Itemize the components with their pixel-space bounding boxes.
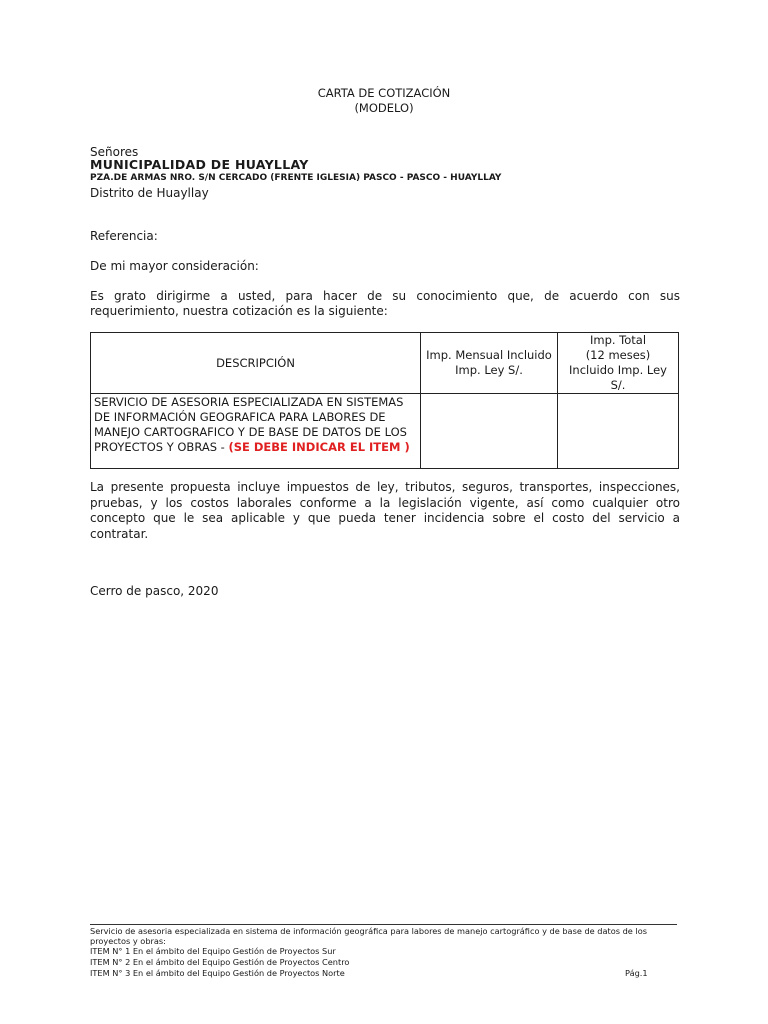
salutation: Señores xyxy=(90,145,139,159)
header-total-line2: (12 meses) xyxy=(585,348,651,362)
recipient-district: Distrito de Huayllay xyxy=(90,186,209,200)
table-row xyxy=(91,394,679,469)
disclaimer-paragraph: La presente propuesta incluye impuestos de ley, tributos, seguros, transportes, inspecciones, pruebas, y los costos laborales conforme a la legislación vigente, así como cualquier otro concepto que le sea aplicable y que pueda tener incidencia sobre el costo del servicio a contratar. xyxy=(90,480,680,541)
footer-item-1: ITEM N° 1 En el ámbito del Equipo Gestión de Proyectos Sur xyxy=(90,946,336,956)
document-title: CARTA DE COTIZACIÓN xyxy=(317,86,451,100)
table-header-row xyxy=(91,333,679,394)
quotation-table xyxy=(90,332,679,469)
footer-divider xyxy=(90,924,677,925)
header-monthly: Imp. Mensual Incluido Imp. Ley S/. xyxy=(421,333,558,394)
row-description xyxy=(91,394,421,469)
consideration-line: De mi mayor consideración: xyxy=(90,259,259,273)
document-subtitle: (MODELO) xyxy=(354,101,414,115)
page-number: Pág.1 xyxy=(625,968,648,978)
header-total-line3: Incluido Imp. Ley S/. xyxy=(569,363,667,392)
recipient-address: PZA.DE ARMAS NRO. S/N CERCADO (FRENTE IGLESIA) PASCO - PASCO - HUAYLLAY xyxy=(90,173,502,183)
row-monthly-amount[interactable] xyxy=(421,394,558,469)
header-total-line1: Imp. Total xyxy=(589,333,647,347)
intro-paragraph: Es grato dirigirme a usted, para hacer de su conocimiento que, de acuerdo con sus requerimiento, nuestra cotización es la siguiente: xyxy=(90,289,680,318)
row-total-amount[interactable] xyxy=(558,394,679,469)
header-total xyxy=(558,333,679,394)
reference-line: Referencia: xyxy=(90,229,158,243)
date-line: Cerro de pasco, 2020 xyxy=(90,584,219,598)
footer-item-3: ITEM N° 3 En el ámbito del Equipo Gestión de Proyectos Norte xyxy=(90,968,345,978)
recipient-organization: MUNICIPALIDAD DE HUAYLLAY xyxy=(90,157,309,172)
header-description: DESCRIPCIÓN xyxy=(91,333,421,394)
footer-item-2: ITEM N° 2 En el ámbito del Equipo Gestión de Proyectos Centro xyxy=(90,957,350,967)
footer-service-text: Servicio de asesoria especializada en sistema de información geográfica para labores de manejo cartográfico y de base de datos de los proyectos y obras: xyxy=(90,926,647,946)
item-note: (SE DEBE INDICAR EL ITEM ) xyxy=(228,440,410,454)
row-description-text: SERVICIO DE ASESORIA ESPECIALIZADA EN SISTEMAS DE INFORMACIÓN GEOGRAFICA PARA LABORES DE MANEJO CARTOGRAFICO Y DE BASE DE DATOS DE LOS PROYECTOS Y OBRAS - xyxy=(94,395,407,454)
